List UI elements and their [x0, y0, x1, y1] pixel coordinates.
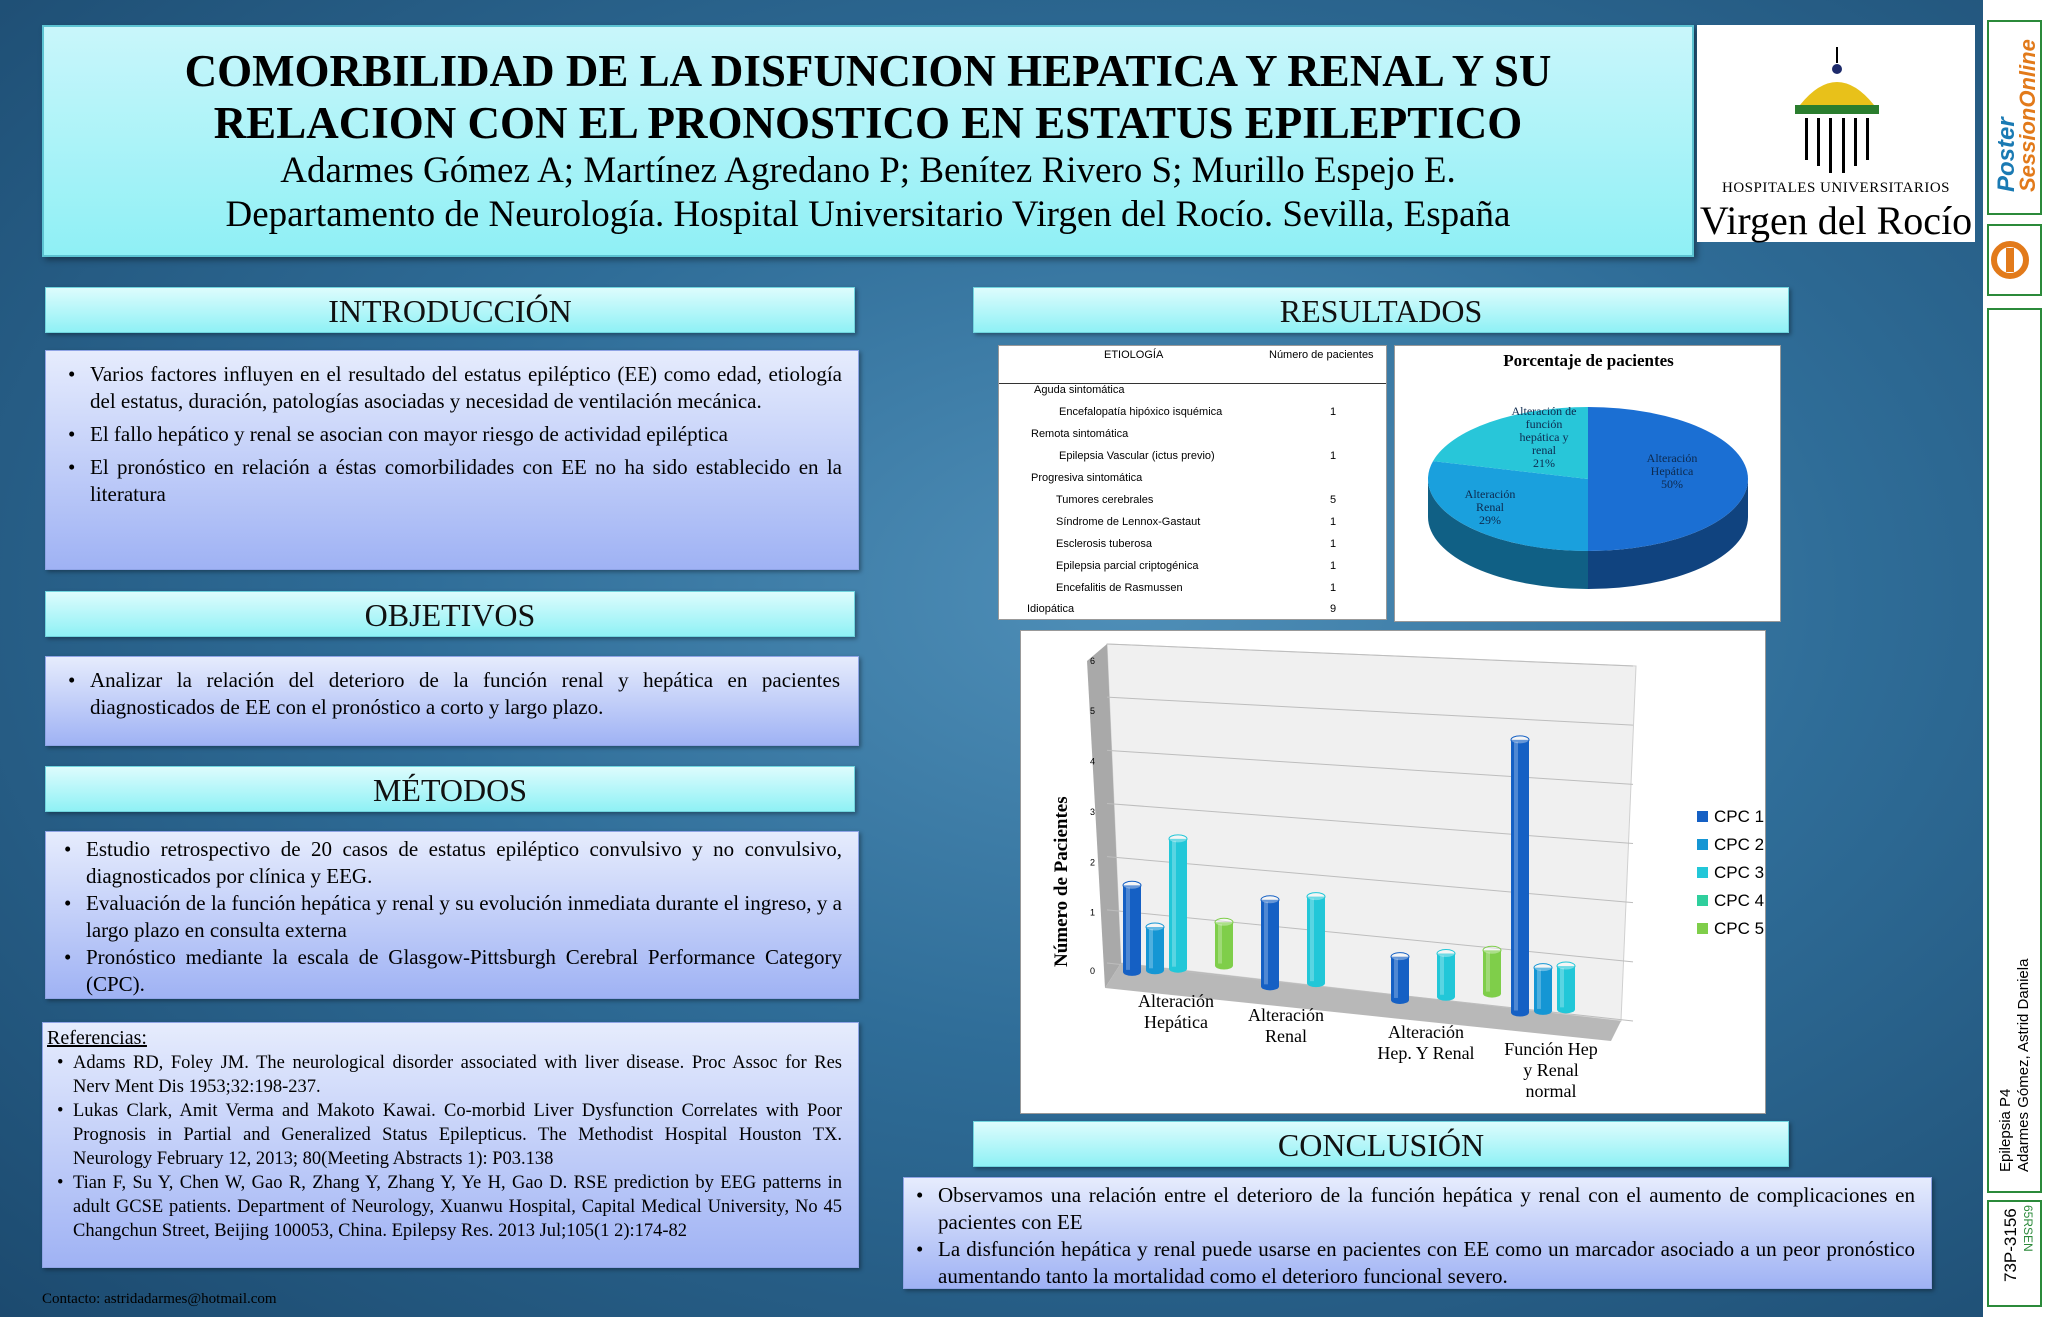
- introduccion-heading: INTRODUCCIÓN: [45, 287, 855, 333]
- bar-top: [1437, 949, 1455, 957]
- logo-subtitle: HOSPITALES UNIVERSITARIOS: [1721, 180, 1951, 196]
- bar-highlight: [1440, 955, 1444, 994]
- table-row: Aguda sintomática: [1034, 384, 1125, 396]
- bar-bottom: [1123, 968, 1141, 976]
- y-tick-label: 3: [1089, 806, 1095, 817]
- table-row: Epilepsia parcial criptogénica 1: [1056, 560, 1337, 572]
- brand-session: SessionOnline: [2015, 39, 2040, 192]
- table-row: Encefalitis de Rasmussen 1: [1056, 582, 1337, 594]
- legend-item: CPC 2: [1697, 831, 1764, 859]
- metodos-item-2: • Evaluación de la función hepática y renal y su evolución inmediata durante el ingreso, y a largo plazo en consulta externa: [86, 890, 842, 944]
- bar-category-label: Alteración Hepática: [1138, 991, 1214, 1032]
- bar-bottom: [1557, 1005, 1575, 1013]
- conclusion-heading: CONCLUSIÓN: [973, 1121, 1789, 1167]
- table-row: Tumores cerebrales 5: [1056, 494, 1337, 506]
- pie-label-hepatica: Alteración Hepática 50%: [1646, 451, 1698, 491]
- referencias-title: Referencias:: [47, 1027, 147, 1049]
- bar-ylabel: Número de Pacientes: [1051, 796, 1072, 967]
- bar-highlight: [1514, 742, 1518, 1011]
- objetivos-panel: [45, 656, 859, 746]
- bar-top: [1511, 736, 1529, 744]
- bar-highlight: [1126, 887, 1130, 970]
- y-tick-label: 5: [1089, 706, 1095, 717]
- poster-header: [42, 25, 1694, 257]
- bar-highlight: [1264, 902, 1268, 985]
- objetivos-heading: OBJETIVOS: [45, 591, 855, 637]
- bar-top: [1261, 896, 1279, 904]
- bar-legend: [1697, 803, 1764, 943]
- table-row: Esclerosis tuberosa 1: [1056, 538, 1337, 550]
- bar-highlight: [1560, 968, 1564, 1007]
- table-row: Remota sintomática: [1031, 428, 1129, 440]
- y-tick-label: 0: [1089, 966, 1095, 976]
- bar-bottom: [1215, 962, 1233, 970]
- metodos-item-1: • Estudio retrospectivo de 20 casos de estatus epiléptico convulsivo y no convulsivo, diagnosticados por clínica y EEG.: [86, 836, 842, 890]
- bar-top: [1557, 962, 1575, 970]
- title-line-2: RELACION CON EL PRONOSTICO EN ESTATUS EPILEPTICO: [213, 98, 1523, 148]
- bar-top: [1169, 835, 1187, 843]
- bar-highlight: [1537, 970, 1541, 1009]
- poster-code: 73P-3156: [2001, 1208, 2020, 1282]
- table-header-etiologia: ETIOLOGÍA: [1104, 349, 1164, 361]
- bar-top: [1483, 946, 1501, 954]
- y-tick-label: 4: [1089, 756, 1095, 767]
- etiologia-table: [998, 345, 1387, 620]
- pie-label-renal: Alteración Renal 29%: [1464, 487, 1516, 527]
- table-row: Epilepsia Vascular (ictus previo) 1: [1059, 450, 1337, 462]
- legend-item: CPC 4: [1697, 887, 1764, 915]
- introduccion-panel: [45, 350, 859, 570]
- conclusion-panel: [903, 1177, 1932, 1289]
- table-header-pacientes: Número de pacientes: [1269, 349, 1374, 361]
- legend-item: CPC 5: [1697, 915, 1764, 943]
- referencias-panel: [42, 1022, 859, 1268]
- author-name: Adarmes Gómez, Astrid Daniela: [2015, 958, 2032, 1172]
- objetivos-item-1: • Analizar la relación del deterioro de la función renal y hepática en pacientes diagnosticados de EE con el pronóstico a corto y largo plazo.: [90, 667, 840, 721]
- hospital-logo: [1697, 25, 1975, 242]
- table-row: Síndrome de Lennox-Gastaut 1: [1056, 516, 1337, 528]
- y-tick-label: 2: [1089, 857, 1095, 868]
- ref-item-1: • Adams RD, Foley JM. The neurological disorder associated with liver disease. Proc Assoc for Res Nerv Ment Dis 1953;32:198-237.: [73, 1051, 842, 1099]
- metodos-panel: [45, 831, 859, 999]
- bar-top: [1215, 918, 1233, 926]
- bar-category-label: Alteración Renal: [1248, 1005, 1324, 1046]
- bar: [1437, 953, 1455, 996]
- bar-bottom: [1437, 993, 1455, 1001]
- pie-chart: [1394, 345, 1781, 622]
- resultados-heading: RESULTADOS: [973, 287, 1789, 333]
- bar: [1215, 922, 1233, 965]
- brand-frame: [1987, 20, 2042, 215]
- society-logo-icon: [1989, 226, 2040, 294]
- brand-poster: Poster: [1993, 117, 2020, 192]
- title-line-1: COMORBILIDAD DE LA DISFUNCION HEPATICA Y RENAL Y SU: [184, 46, 1552, 96]
- bar: [1261, 900, 1279, 987]
- bar-top: [1123, 881, 1141, 889]
- bar-bottom: [1483, 990, 1501, 998]
- bar: [1123, 885, 1141, 972]
- event-code: 65RSEN: [2021, 1205, 2035, 1252]
- session-info-frame: [1987, 308, 2042, 1193]
- bar-top: [1534, 964, 1552, 972]
- bar-highlight: [1486, 952, 1490, 991]
- bar-bottom: [1307, 979, 1325, 987]
- bar: [1534, 968, 1552, 1011]
- bar-chart: [1020, 630, 1766, 1114]
- metodos-item-3: • Pronóstico mediante la escala de Glasgow-Pittsburgh Cerebral Performance Category (CPC).: [86, 944, 842, 998]
- session-name: Epilepsia P4: [1997, 1088, 2014, 1172]
- bar-top: [1307, 893, 1325, 901]
- pie-title: Porcentaje de pacientes: [1503, 351, 1674, 370]
- intro-item-1: • Varios factores influyen en el resultado del estatus epiléptico (EE) como edad, etiología del estatus, duración, patologías asociadas y necesidad de ventilación mecánica.: [90, 361, 842, 415]
- society-logo-frame: [1987, 224, 2042, 296]
- legend-item: CPC 3: [1697, 859, 1764, 887]
- table-row: Encefalopatía hipóxico isquémica 1: [1059, 406, 1337, 418]
- bar-highlight: [1172, 841, 1176, 967]
- bar-bottom: [1169, 965, 1187, 973]
- bar-bottom: [1511, 1009, 1529, 1017]
- hospital-emblem-icon: [1697, 25, 1975, 175]
- metodos-heading: MÉTODOS: [45, 766, 855, 812]
- bar: [1391, 957, 1409, 1000]
- conclusion-item-2: • La disfunción hepática y renal puede usarse en pacientes con EE como un marcador asociado a un peor pronóstico aumentando tanto la mortalidad como el deterioro funcional severo.: [938, 1236, 1915, 1290]
- authors: Adarmes Gómez A; Martínez Agredano P; Benítez Rivero S; Murillo Espejo E.: [280, 150, 1456, 191]
- bar-highlight: [1218, 924, 1222, 963]
- poster-session-sidebar: [1983, 0, 2048, 1317]
- bar: [1146, 927, 1164, 970]
- bar-bottom: [1534, 1007, 1552, 1015]
- code-frame: [1987, 1200, 2042, 1307]
- contact-email: Contacto: astridadarmes@hotmail.com: [42, 1291, 277, 1307]
- pie-graphic: [1395, 346, 1782, 623]
- bar-highlight: [1394, 959, 1398, 998]
- y-tick-label: 6: [1089, 655, 1095, 666]
- bar-top: [1391, 953, 1409, 961]
- ref-item-2: • Lukas Clark, Amit Verma and Makoto Kawai. Co-morbid Liver Dysfunction Correlates with Poor Prognosis in Partial and Generalized Status Epilepticus. The Methodist Hospital Houston TX. Neurology February 12, 2013; 80(Meeting Abstracts 1): P03.138: [73, 1099, 842, 1171]
- intro-item-2: • El fallo hepático y renal se asocian con mayor riesgo de actividad epiléptica: [90, 421, 842, 448]
- bar-bottom: [1261, 982, 1279, 990]
- intro-item-3: • El pronóstico en relación a éstas comorbilidades con EE no ha sido establecido en la literatura: [90, 454, 842, 508]
- bar-highlight: [1310, 899, 1314, 982]
- bar-top: [1146, 923, 1164, 931]
- pie-label-mixta: Alteración de función hepática y renal 21%: [1511, 404, 1577, 470]
- legend-item: CPC 1: [1697, 803, 1764, 831]
- bar: [1483, 950, 1501, 993]
- bar: [1169, 839, 1187, 969]
- bar-bottom: [1391, 996, 1409, 1004]
- department: Departamento de Neurología. Hospital Universitario Virgen del Rocío. Sevilla, España: [225, 194, 1511, 235]
- bar-bottom: [1146, 966, 1164, 974]
- ref-item-3: • Tian F, Su Y, Chen W, Gao R, Zhang Y, Zhang Y, Ye H, Gao D. RSE prediction by EEG patterns in adult GCSE patients. Department of Neurology, Xuanwu Hospital, Capital Medical University, No 45 Changchun Street, Beijing 100053, China. Epilepsy Res. 2013 Jul;105(1 2):174-82: [73, 1171, 842, 1243]
- bar: [1307, 897, 1325, 984]
- table-row: Progresiva sintomática: [1031, 472, 1143, 484]
- bar-category-label: Alteración Hep. Y Renal: [1377, 1022, 1475, 1063]
- bar: [1511, 740, 1529, 1013]
- logo-title: Virgen del Rocío: [1699, 198, 1973, 243]
- bar: [1557, 966, 1575, 1009]
- bar-category-label: Función Hep y Renal normal: [1504, 1039, 1598, 1101]
- conclusion-item-1: • Observamos una relación entre el deterioro de la función hepática y renal con el aumento de complicaciones en pacientes con EE: [938, 1182, 1915, 1236]
- table-row: Idiopática 9: [1027, 603, 1337, 615]
- y-tick-label: 1: [1089, 907, 1095, 918]
- bar-highlight: [1149, 929, 1153, 968]
